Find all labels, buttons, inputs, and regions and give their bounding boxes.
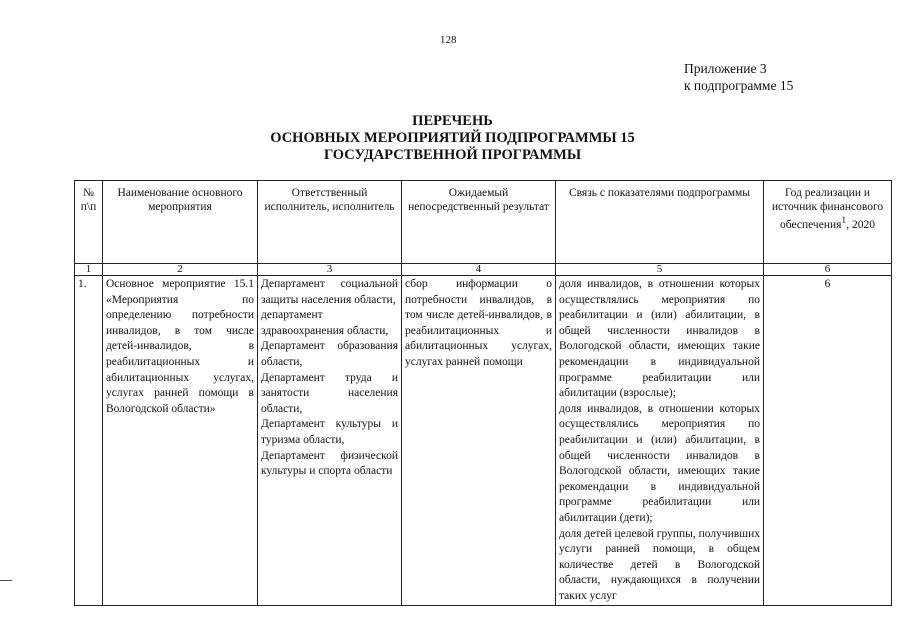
- appendix-note: [684, 60, 793, 94]
- appendix-line-1: Приложение 3: [684, 61, 767, 76]
- header-year: [764, 181, 892, 264]
- header-year-footnote: 1: [841, 215, 847, 226]
- column-number: 6: [764, 264, 892, 276]
- margin-mark: [0, 580, 12, 581]
- indicator-item: доля детей целевой группы, получивших услуги ранней помощи, в общем количестве детей в Вологодской области, нуждающихся в получении таких услуг: [559, 527, 760, 602]
- row-executors: [258, 276, 402, 606]
- row-result: сбор информации о потребности инвалидов, в том числе детей-инвалидов, в реабилитационных и абилитационных услугах, услугах ранней помощи: [402, 276, 556, 606]
- row-name: Основное мероприятие 15.1 «Мероприятия по определению потребности инвалидов, в том числе детей-инвалидов, в реабилитационных и абилитационных услугах, услугах ранней помощи в Вологодской области»: [103, 276, 258, 606]
- column-number-row: [75, 264, 892, 276]
- header-year-suffix: , 2020: [846, 218, 875, 231]
- row-year: 6: [764, 276, 892, 606]
- indicator-item: доля инвалидов, в отношении которых осуществлялись мероприятия по реабилитации и (или) абилитации, в общей численности инвалидов в Вологодской области, имеющих такие рекомендации в индивидуальной программе реабилитации или абилитации (взрослые);: [559, 278, 760, 400]
- row-indicators: [556, 276, 764, 606]
- executor-item: Департамент образования области,: [261, 340, 398, 368]
- header-executor: Ответственный исполнитель, исполнитель: [258, 181, 402, 264]
- header-result: Ожидаемый непосредственный результат: [402, 181, 556, 264]
- title-line-3: ГОСУДАРСТВЕННОЙ ПРОГРАММЫ: [323, 147, 582, 163]
- executor-item: Департамент культуры и туризма области,: [261, 418, 398, 446]
- header-name: Наименование основного мероприятия: [103, 181, 258, 264]
- executor-item: департамент здравоохранения области,: [261, 309, 389, 337]
- header-year-text: Год реализации и источник финансового обеспечения: [771, 187, 884, 231]
- column-number: 3: [258, 264, 402, 276]
- header-indicators: Связь с показателями подпрограммы: [556, 181, 764, 264]
- executor-item: Департамент труда и занятости населения области,: [261, 371, 398, 415]
- indicator-item: доля инвалидов, в отношении которых осуществлялись мероприятия по реабилитации и (или) абилитации, в общей численности инвалидов в Вологодской области, имеющих такие рекомендации в индивидуальной программе реабилитации или абилитации (дети);: [559, 402, 760, 524]
- table-header-row: [75, 181, 892, 264]
- column-number: 1: [75, 264, 103, 276]
- title-line-2: ОСНОВНЫХ МЕРОПРИЯТИЙ ПОДПРОГРАММЫ 15: [270, 130, 635, 146]
- column-number: 4: [402, 264, 556, 276]
- executor-item: Департамент социальной защиты населения области,: [261, 278, 398, 306]
- row-num: 1.: [75, 276, 103, 606]
- table-row: [75, 276, 892, 606]
- column-number: 2: [103, 264, 258, 276]
- measures-table: [74, 180, 892, 606]
- appendix-line-2: к подпрограмме 15: [684, 78, 794, 93]
- column-number: 5: [556, 264, 764, 276]
- document-title: [0, 113, 905, 164]
- title-line-1: ПЕРЕЧЕНЬ: [412, 113, 493, 129]
- page-number: 128: [440, 34, 457, 46]
- header-num: № п\п: [75, 181, 103, 264]
- executor-item: Департамент физической культуры и спорта области: [261, 449, 398, 478]
